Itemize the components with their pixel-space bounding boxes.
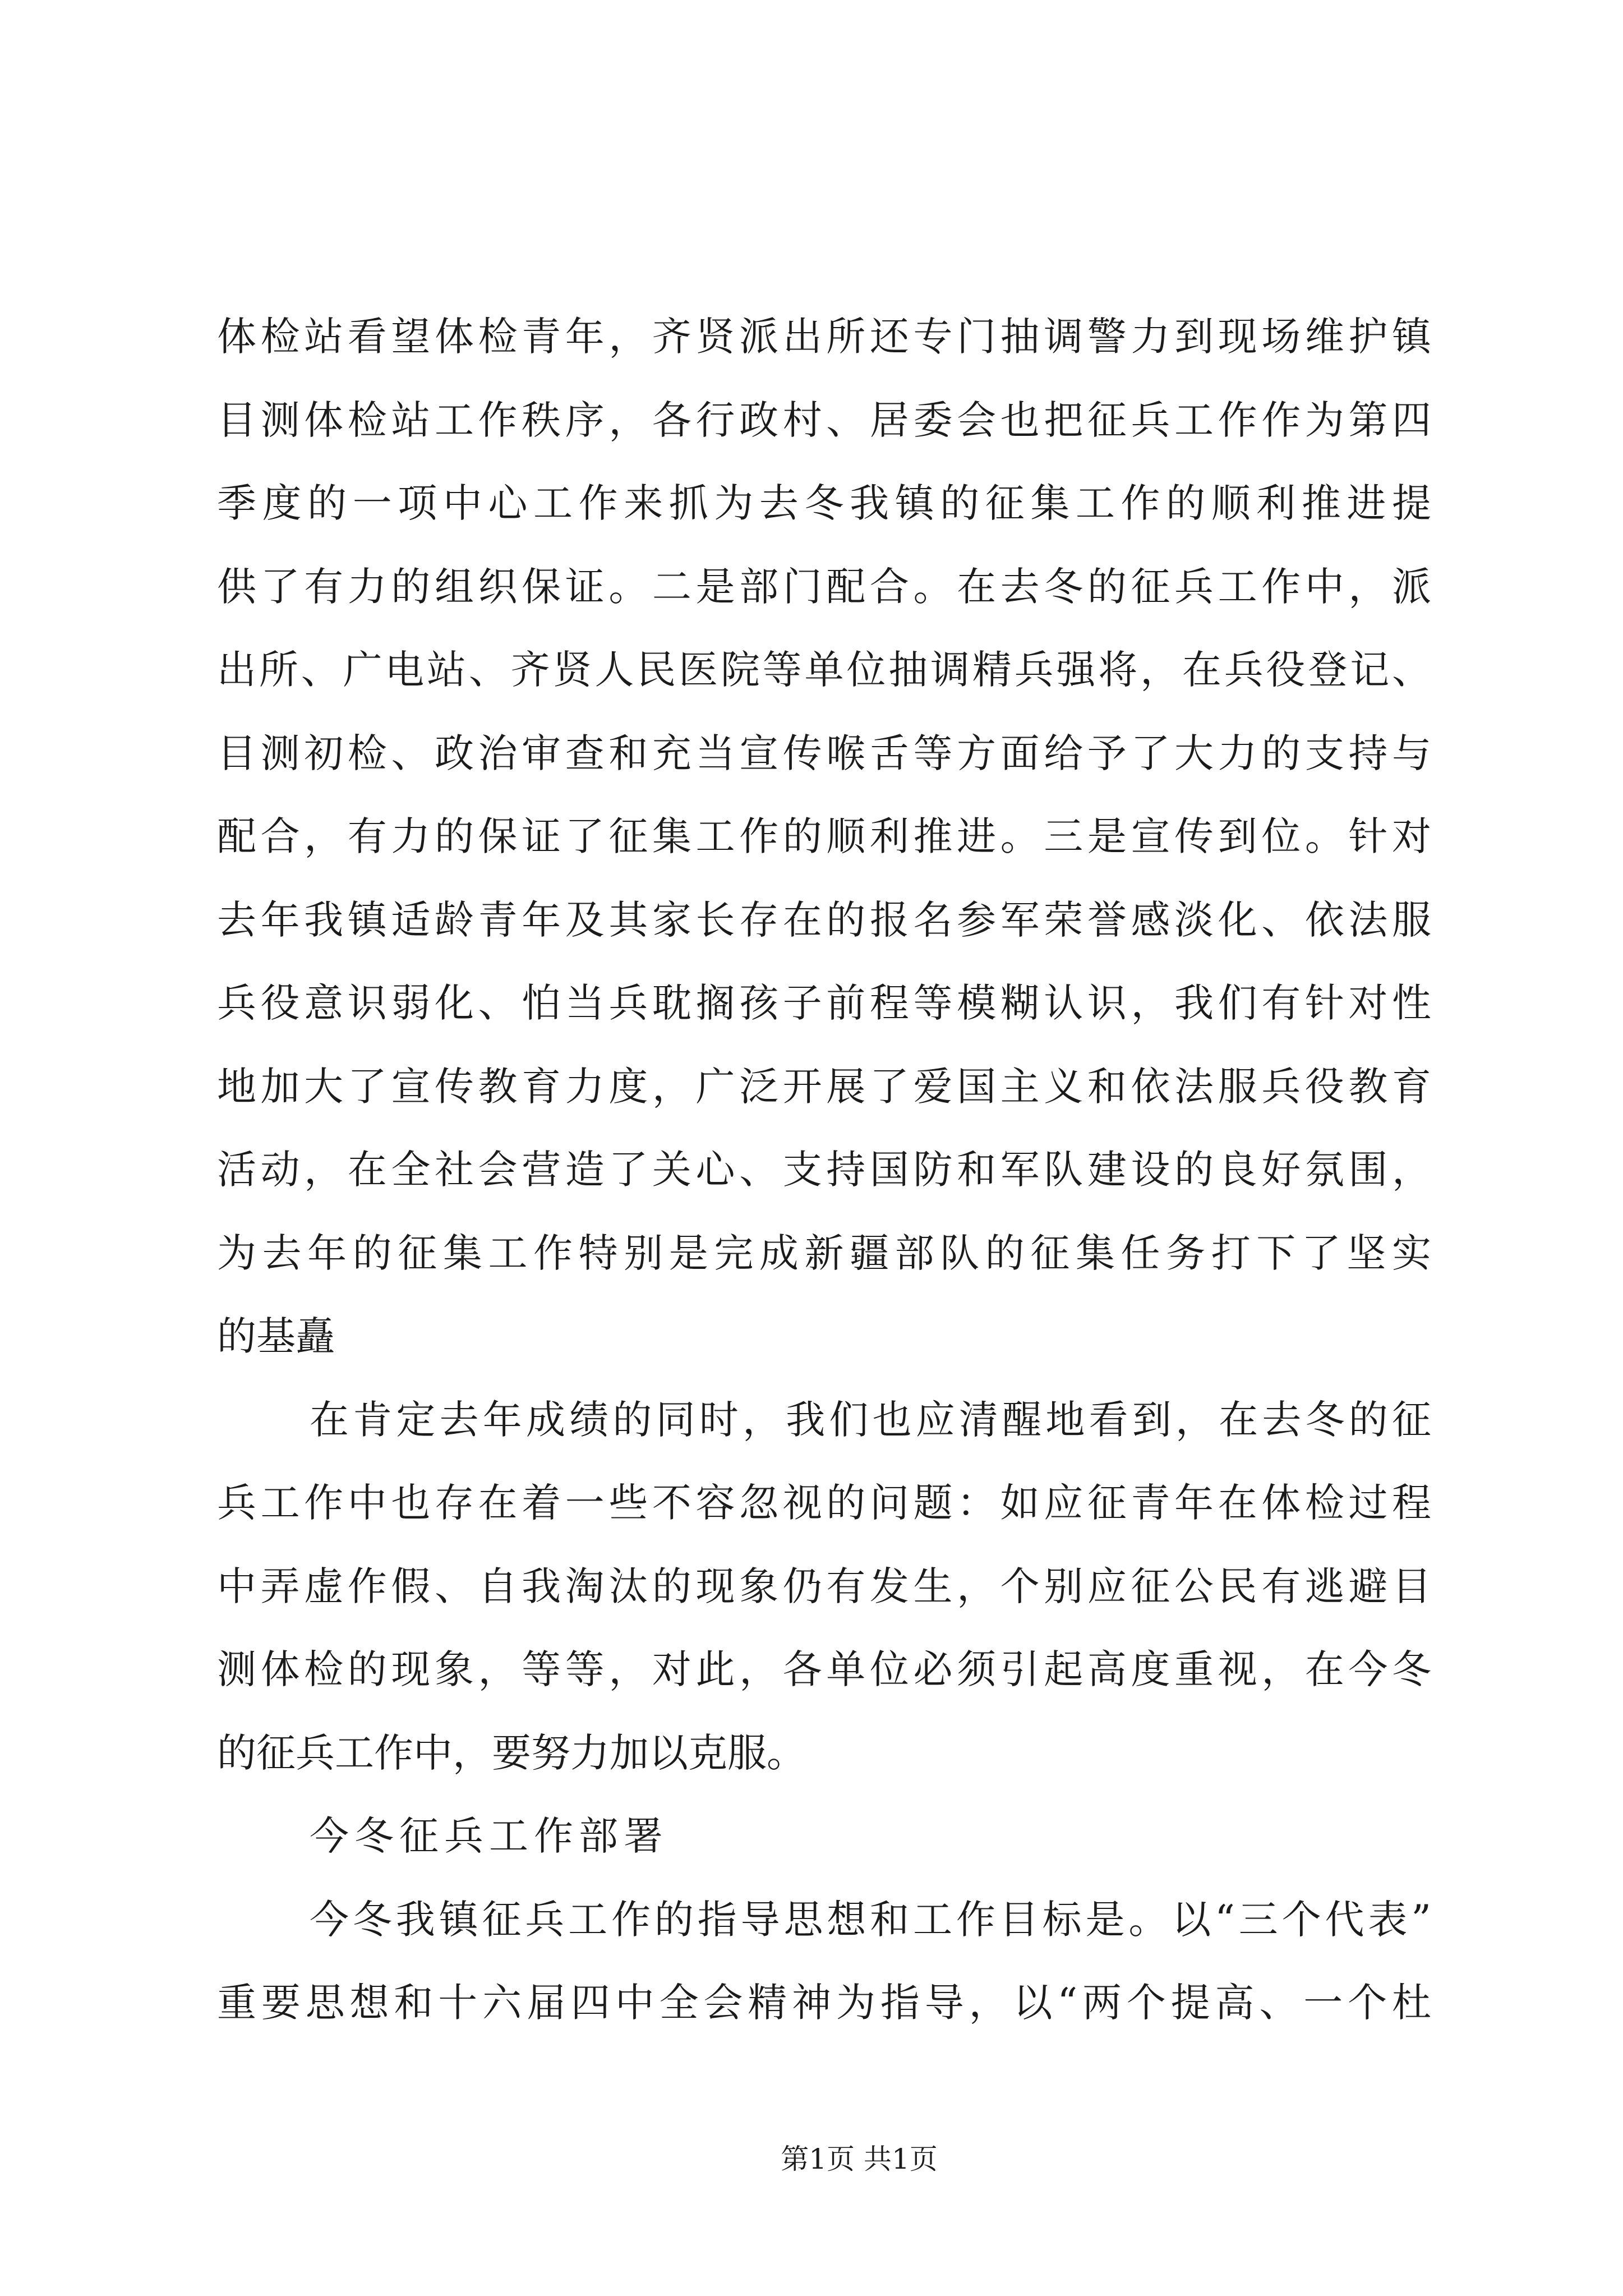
body-text-line: 供了有力的组织保证。二是部门配合。在去冬的征兵工作中，派: [217, 563, 1431, 610]
document-body: [217, 295, 1431, 2045]
paragraph-4: [217, 1878, 1431, 2045]
body-text-line: 配合，有力的保证了征集工作的顺利推进。三是宣传到位。针对: [217, 813, 1431, 859]
paragraph-2: [217, 1378, 1431, 1795]
body-text-line: 的征兵工作中，要努力加以克服。: [217, 1729, 806, 1776]
body-text-line: 活动，在全社会营造了关心、支持国防和军队建设的良好氛围，: [217, 1147, 1431, 1193]
paragraph-1: [217, 295, 1431, 1378]
body-text-line: 去年我镇适龄青年及其家长存在的报名参军荣誉感淡化、依法服: [217, 896, 1431, 943]
body-text-line: 地加大了宣传教育力度，广泛开展了爱国主义和依法服兵役教育: [217, 1063, 1431, 1110]
section-heading-paragraph: [217, 1795, 1431, 1878]
body-text-line: 目测初检、政治审查和充当宣传喉舌等方面给予了大力的支持与: [217, 730, 1431, 776]
body-text-line: 今冬我镇征兵工作的指导思想和工作目标是。以“三个代表”: [310, 1896, 1431, 1943]
body-text-line: 为去年的征集工作特别是完成新疆部队的征集任务打下了坚实: [217, 1230, 1431, 1276]
body-text-line: 兵工作中也存在着一些不容忽视的问题：如应征青年在体检过程: [217, 1480, 1431, 1526]
page-footer: 第1页 共1页: [781, 2143, 938, 2175]
body-text-line: 季度的一项中心工作来抓为去冬我镇的征集工作的顺利推进提: [217, 480, 1431, 526]
body-text-line: 兵役意识弱化、怕当兵耽搁孩子前程等模糊认识，我们有针对性: [217, 980, 1431, 1026]
body-text-line: 在肯定去年成绩的同时，我们也应清醒地看到，在去冬的征: [310, 1396, 1431, 1443]
body-text-line: 目测体检站工作秩序，各行政村、居委会也把征兵工作作为第四: [217, 397, 1431, 443]
body-text-line: 重要思想和十六届四中全会精神为指导，以“两个提高、一个杜: [217, 1980, 1431, 2026]
section-heading: 今冬征兵工作部署: [310, 1813, 668, 1859]
body-text-line: 中弄虚作假、自我淘汰的现象仍有发生，个别应征公民有逃避目: [217, 1563, 1431, 1609]
body-text-line: 体检站看望体检青年，齐贤派出所还专门抽调警力到现场维护镇: [217, 314, 1431, 360]
body-text-line: 出所、广电站、齐贤人民医院等单位抽调精兵强将，在兵役登记、: [217, 647, 1431, 693]
body-text-line: 的基矗: [217, 1313, 335, 1359]
body-text-line: 测体检的现象，等等，对此，各单位必须引起高度重视，在今冬: [217, 1646, 1431, 1692]
